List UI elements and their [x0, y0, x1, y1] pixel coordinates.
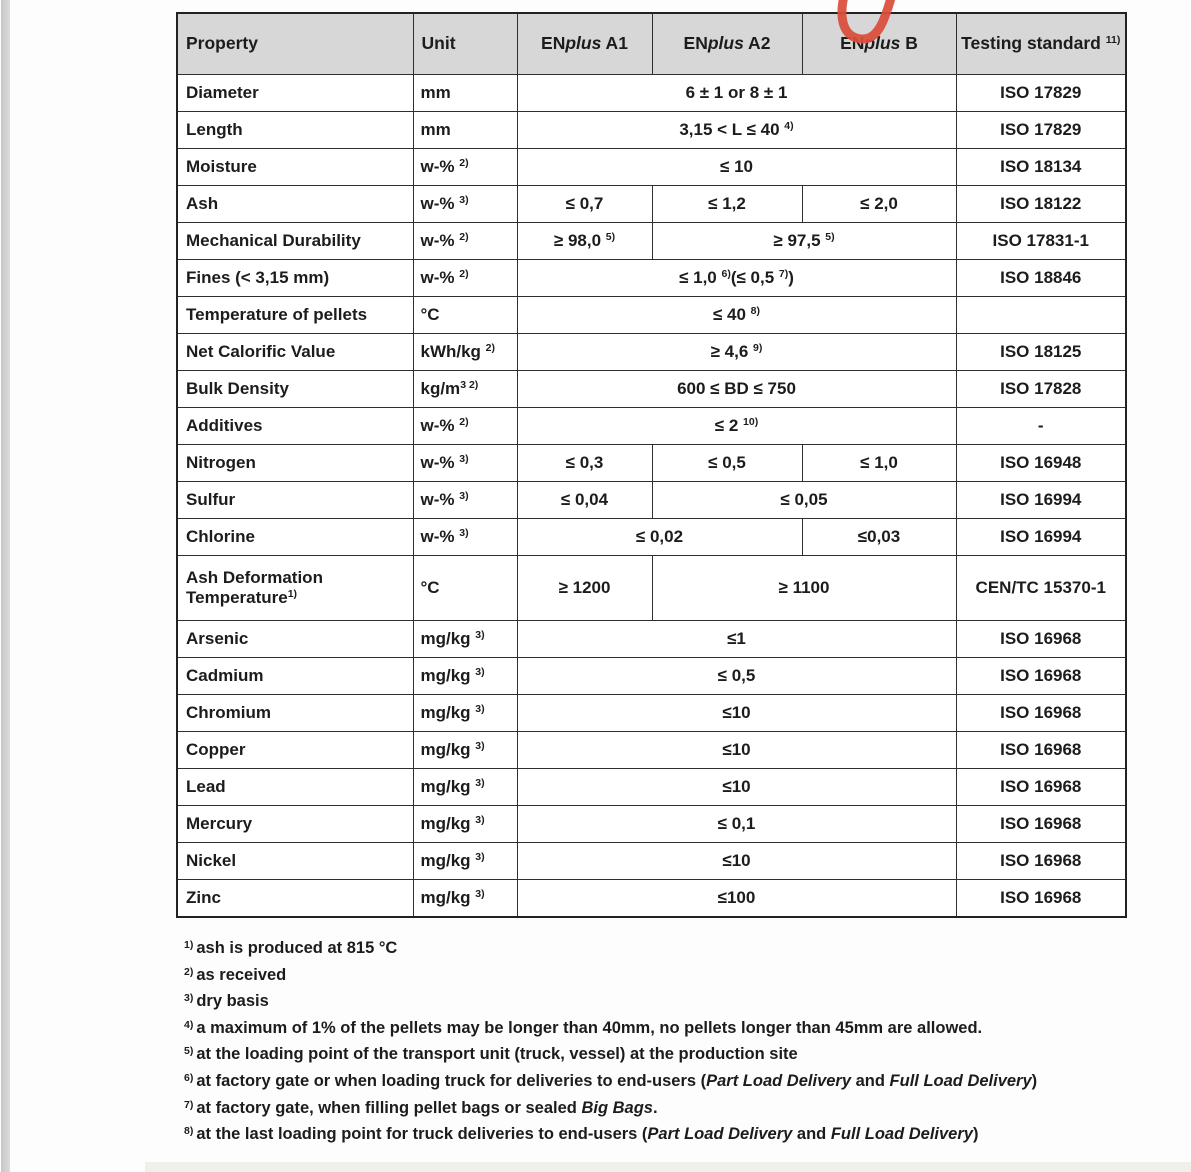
value-cell [802, 519, 956, 556]
table-row [177, 806, 1126, 843]
text-segment: Property [186, 33, 258, 54]
superscript-note-marker: 2) [459, 231, 469, 243]
table-row [177, 408, 1126, 445]
testing-standard-cell: - [956, 408, 1126, 445]
text-segment: w-% [420, 453, 460, 472]
text-segment: and [851, 1071, 890, 1090]
superscript-note-marker: 2) [459, 157, 469, 169]
property-cell [177, 223, 413, 260]
text-segment: 6 ± 1 or 8 ± 1 [685, 83, 788, 102]
unit-cell [413, 75, 517, 112]
footnote-marker: 3) [184, 992, 194, 1005]
table-row [177, 297, 1126, 334]
text-segment: ≤ 0,5 [708, 453, 746, 472]
text-segment: EN [683, 33, 708, 54]
testing-standard-cell: ISO 16968 [956, 880, 1126, 918]
unit-cell [413, 223, 517, 260]
text-segment: Diameter [186, 83, 259, 103]
property-cell [177, 519, 413, 556]
superscript-note-marker: 3) [459, 453, 469, 465]
text-segment: mg/kg [420, 703, 476, 722]
text-segment: Arsenic [186, 629, 249, 649]
unit-cell [413, 556, 517, 621]
testing-standard-cell: ISO 17831-1 [956, 223, 1126, 260]
header-row [177, 13, 1126, 75]
value-cell [517, 843, 956, 880]
superscript-note-marker: 10) [743, 416, 759, 428]
text-segment: Full Load Delivery [889, 1071, 1032, 1090]
testing-standard-cell: ISO 16968 [956, 843, 1126, 880]
unit-cell [413, 334, 517, 371]
text-segment: mm [420, 120, 451, 139]
text-segment: at factory gate or when loading truck for deliveries to end-users ( [196, 1071, 707, 1090]
superscript-note-marker: 5) [825, 231, 835, 243]
text-segment: Bulk Density [186, 379, 289, 399]
text-segment: ≥ 98,0 [553, 231, 606, 250]
testing-standard-cell: ISO 16968 [956, 769, 1126, 806]
text-segment: A2 [743, 33, 771, 54]
property-cell [177, 260, 413, 297]
value-cell [517, 806, 956, 843]
value-cell [652, 445, 802, 482]
property-cell [177, 112, 413, 149]
text-segment: Moisture [186, 157, 257, 177]
text-segment: at the last loading point for truck deliveries to end-users ( [196, 1125, 648, 1144]
footnote-line [184, 1096, 1174, 1123]
text-segment: w-% [420, 231, 460, 250]
text-segment: ≤100 [717, 888, 756, 907]
superscript-note-marker: 3) [459, 194, 469, 206]
unit-cell [413, 880, 517, 918]
testing-standard-cell: ISO 16968 [956, 658, 1126, 695]
testing-standard-cell: ISO 18846 [956, 260, 1126, 297]
table-row [177, 260, 1126, 297]
text-segment: w-% [420, 490, 460, 509]
value-cell [517, 297, 956, 334]
value-cell [517, 880, 956, 918]
superscript-note-marker: 3) [475, 666, 485, 678]
unit-cell [413, 482, 517, 519]
testing-standard-cell: ISO 17828 [956, 371, 1126, 408]
text-segment: ≤ 2 [714, 416, 744, 435]
table-row [177, 186, 1126, 223]
text-segment: Temperature of pellets [186, 305, 368, 325]
column-header-unit [413, 13, 517, 75]
superscript-note-marker: 2) [466, 379, 479, 391]
text-segment: 600 ≤ BD ≤ 750 [677, 379, 796, 398]
superscript-note-marker: 3) [475, 703, 485, 715]
value-cell [517, 621, 956, 658]
text-segment: Part Load Delivery [647, 1125, 793, 1144]
testing-standard-cell: ISO 16968 [956, 806, 1126, 843]
text-segment: EN [840, 33, 865, 54]
superscript-note-marker: 2) [459, 416, 469, 428]
text-segment: ≤0,03 [857, 527, 901, 546]
text-segment: Full Load Delivery [830, 1125, 973, 1144]
property-cell [177, 880, 413, 918]
text-segment: w-% [420, 157, 460, 176]
footnote-line [184, 1122, 1174, 1149]
unit-cell [413, 371, 517, 408]
value-cell [517, 732, 956, 769]
footnote-line [184, 1042, 1174, 1069]
text-segment: ≤ 0,05 [780, 490, 828, 509]
column-header-enplus-b [802, 13, 956, 75]
text-segment: ≤ 0,02 [635, 527, 684, 546]
superscript-note-marker: 3) [475, 888, 485, 900]
text-segment: ≤ 10 [720, 157, 753, 176]
value-cell [517, 482, 652, 519]
value-cell [517, 556, 652, 621]
testing-standard-cell [956, 297, 1126, 334]
superscript-note-marker: 5) [605, 231, 616, 243]
testing-standard-cell: ISO 16968 [956, 621, 1126, 658]
unit-cell [413, 260, 517, 297]
text-segment: at factory gate, when filling pellet bags or sealed [196, 1098, 582, 1117]
text-segment: ≤ 0,3 [565, 453, 604, 472]
value-cell [652, 186, 802, 223]
text-segment: Unit [421, 33, 456, 54]
property-cell [177, 732, 413, 769]
superscript-note-marker: 7) [778, 268, 789, 280]
unit-cell [413, 297, 517, 334]
superscript-note-marker: 2) [485, 342, 496, 354]
property-cell [177, 556, 413, 621]
text-segment: Nickel [186, 851, 237, 871]
text-segment: ≤10 [722, 851, 751, 870]
value-cell [517, 112, 956, 149]
value-cell [517, 695, 956, 732]
value-cell [652, 556, 956, 621]
text-segment: B [900, 33, 918, 54]
text-segment: w-% [420, 268, 460, 287]
footnote-marker: 6) [184, 1071, 194, 1084]
value-cell [517, 186, 652, 223]
text-segment: ≥ 1200 [558, 578, 611, 597]
unit-cell [413, 445, 517, 482]
text-segment: Length [186, 120, 243, 140]
text-segment: 3,15 < L ≤ 40 [679, 120, 785, 139]
table-row [177, 75, 1126, 112]
text-segment: EN [541, 33, 566, 54]
text-segment: Lead [186, 777, 226, 797]
text-segment: A1 [601, 33, 628, 54]
superscript-note-marker: 8) [750, 305, 761, 317]
value-cell [517, 371, 956, 408]
text-segment: Zinc [186, 888, 221, 908]
text-segment: Mechanical Durability [186, 231, 361, 251]
property-cell [177, 769, 413, 806]
table-row [177, 482, 1126, 519]
text-segment: Big Bags [581, 1098, 653, 1117]
page-edge-strip [1, 0, 10, 1172]
text-segment: ≤ 2,0 [860, 194, 898, 213]
text-segment: Net Calorific Value [186, 342, 336, 362]
unit-cell [413, 769, 517, 806]
text-segment: plus [707, 33, 744, 54]
property-cell [177, 297, 413, 334]
text-segment: dry basis [196, 992, 269, 1011]
property-cell [177, 621, 413, 658]
text-segment: kWh/kg [420, 342, 486, 361]
footnotes [184, 936, 1174, 1149]
footnote-marker: 4) [184, 1018, 194, 1031]
footnote-line [184, 1069, 1174, 1096]
value-cell [517, 408, 956, 445]
unit-cell [413, 732, 517, 769]
text-segment: ) [972, 1125, 979, 1144]
footnote-line [184, 989, 1174, 1016]
text-segment: ≤1 [727, 629, 746, 648]
text-segment: a maximum of 1% of the pellets may be longer than 40mm, no pellets longer than 45mm are allowed. [196, 1018, 983, 1037]
unit-cell [413, 695, 517, 732]
property-cell [177, 445, 413, 482]
text-segment: °C [420, 578, 440, 597]
value-cell [517, 223, 652, 260]
text-segment: Nitrogen [186, 453, 256, 473]
table-row [177, 880, 1126, 918]
text-segment: kg/m [420, 379, 461, 398]
value-cell [517, 75, 956, 112]
property-cell [177, 843, 413, 880]
property-cell [177, 75, 413, 112]
value-cell [517, 149, 956, 186]
testing-standard-cell: ISO 17829 [956, 112, 1126, 149]
text-segment: Ash [186, 194, 219, 214]
unit-cell [413, 519, 517, 556]
superscript-note-marker: 3) [459, 527, 469, 539]
unit-cell [413, 658, 517, 695]
text-segment: w-% [420, 194, 460, 213]
table-row [177, 223, 1126, 260]
text-segment: w-% [420, 416, 460, 435]
text-segment: mg/kg [420, 629, 476, 648]
testing-standard-cell: ISO 18125 [956, 334, 1126, 371]
testing-standard-cell: CEN/TC 15370-1 [956, 556, 1126, 621]
footnote-marker: 5) [184, 1045, 194, 1058]
table-row [177, 334, 1126, 371]
text-segment: ≤ 1,0 [679, 268, 722, 287]
text-segment: (≤ 0,5 [730, 268, 779, 287]
text-segment: Ash Deformation Temperature [186, 568, 328, 607]
text-segment: mg/kg [420, 888, 476, 907]
table-row [177, 695, 1126, 732]
table-row [177, 769, 1126, 806]
text-segment: ) [1031, 1071, 1038, 1090]
text-segment: mg/kg [420, 777, 476, 796]
testing-standard-cell: ISO 18122 [956, 186, 1126, 223]
unit-cell [413, 112, 517, 149]
testing-standard-cell: ISO 17829 [956, 75, 1126, 112]
property-cell [177, 695, 413, 732]
unit-cell [413, 186, 517, 223]
property-cell [177, 334, 413, 371]
text-segment: Copper [186, 740, 246, 760]
value-cell [517, 260, 956, 297]
footnote-marker: 7) [184, 1098, 194, 1111]
table-row [177, 149, 1126, 186]
property-cell [177, 658, 413, 695]
value-cell [517, 445, 652, 482]
unit-cell [413, 408, 517, 445]
superscript-note-marker: 3) [459, 490, 469, 502]
text-segment: ≤ 0,1 [717, 814, 756, 833]
text-segment: plus [565, 33, 602, 54]
footnote-line [184, 963, 1174, 990]
superscript-note-marker: 2) [459, 268, 469, 280]
text-segment: Fines (< 3,15 mm) [186, 268, 330, 288]
text-segment: mm [420, 83, 451, 102]
superscript-note-marker: 9) [753, 342, 763, 354]
text-segment: plus [864, 33, 901, 54]
footnote-line [184, 1016, 1174, 1043]
superscript-note-marker: 3) [475, 814, 485, 826]
value-cell [802, 186, 956, 223]
column-header-testing-standard [956, 13, 1126, 75]
column-header-property [177, 13, 413, 75]
property-cell [177, 806, 413, 843]
text-segment: Sulfur [186, 490, 236, 510]
property-cell [177, 482, 413, 519]
table-row [177, 112, 1126, 149]
unit-cell [413, 149, 517, 186]
text-segment: Chromium [186, 703, 271, 723]
text-segment: ≤10 [722, 703, 751, 722]
text-segment: Chlorine [186, 527, 255, 547]
footnote-marker: 2) [184, 965, 194, 978]
superscript-note-marker: 3) [475, 851, 485, 863]
table-row [177, 732, 1126, 769]
text-segment: ≤ 0,7 [565, 194, 604, 213]
column-header-enplus-a2 [652, 13, 802, 75]
superscript-note-marker: 4) [784, 120, 794, 132]
text-segment: ≤ 0,04 [560, 490, 609, 509]
text-segment: ≤ 0,5 [717, 666, 756, 685]
property-cell [177, 186, 413, 223]
text-segment: mg/kg [420, 740, 476, 759]
testing-standard-cell: ISO 18134 [956, 149, 1126, 186]
superscript-note-marker: 3) [475, 740, 485, 752]
property-cell [177, 371, 413, 408]
table-row [177, 519, 1126, 556]
testing-standard-cell: ISO 16968 [956, 732, 1126, 769]
text-segment: Testing standard [961, 33, 1106, 54]
property-cell [177, 408, 413, 445]
footnote-line [184, 936, 1174, 963]
text-segment: ≤ 1,0 [860, 453, 898, 472]
text-segment: at the loading point of the transport unit (truck, vessel) at the production site [196, 1045, 798, 1064]
bottom-strip [145, 1162, 1191, 1172]
text-segment: Additives [186, 416, 263, 436]
text-segment: mg/kg [420, 851, 476, 870]
text-segment: ) [788, 268, 794, 287]
text-segment: ≥ 97,5 [773, 231, 826, 250]
superscript-note-marker: 11) [1105, 34, 1121, 47]
text-segment: Mercury [186, 814, 253, 834]
pellet-properties-table [176, 12, 1127, 918]
superscript-note-marker: 3) [475, 629, 485, 641]
value-cell [652, 482, 956, 519]
unit-cell [413, 806, 517, 843]
text-segment: as received [196, 965, 287, 984]
text-segment: ≥ 4,6 [710, 342, 754, 361]
testing-standard-cell: ISO 16994 [956, 482, 1126, 519]
text-segment: Part Load Delivery [706, 1071, 852, 1090]
table-row [177, 556, 1126, 621]
testing-standard-cell: ISO 16994 [956, 519, 1126, 556]
superscript-note-marker: 3 [460, 379, 467, 391]
table-row [177, 843, 1126, 880]
text-segment: mg/kg [420, 666, 476, 685]
footnote-marker: 1) [184, 939, 194, 951]
text-segment: mg/kg [420, 814, 476, 833]
text-segment: ≥ 1100 [778, 578, 830, 597]
superscript-note-marker: 1) [287, 588, 298, 600]
footnote-marker: 8) [184, 1125, 194, 1138]
table-row [177, 621, 1126, 658]
value-cell [802, 445, 956, 482]
text-segment: ash is produced at 815 °C [196, 939, 398, 957]
value-cell [517, 658, 956, 695]
superscript-note-marker: 3) [475, 777, 485, 789]
superscript-note-marker: 6) [721, 268, 731, 280]
text-segment: Cadmium [186, 666, 264, 686]
text-segment: ≤10 [722, 740, 751, 759]
text-segment: ≤ 40 [712, 305, 751, 324]
value-cell [517, 769, 956, 806]
value-cell [652, 223, 956, 260]
text-segment: ≤10 [722, 777, 751, 796]
text-segment: °C [420, 305, 440, 324]
text-segment: and [792, 1125, 831, 1144]
table-row [177, 658, 1126, 695]
unit-cell [413, 843, 517, 880]
table-row [177, 371, 1126, 408]
unit-cell [413, 621, 517, 658]
text-segment: w-% [420, 527, 460, 546]
property-cell [177, 149, 413, 186]
table-row [177, 445, 1126, 482]
testing-standard-cell: ISO 16948 [956, 445, 1126, 482]
text-segment: ≤ 1,2 [708, 194, 746, 213]
table-container [176, 12, 1127, 918]
text-segment: . [652, 1098, 658, 1117]
value-cell [517, 519, 802, 556]
column-header-enplus-a1 [517, 13, 652, 75]
testing-standard-cell: ISO 16968 [956, 695, 1126, 732]
value-cell [517, 334, 956, 371]
